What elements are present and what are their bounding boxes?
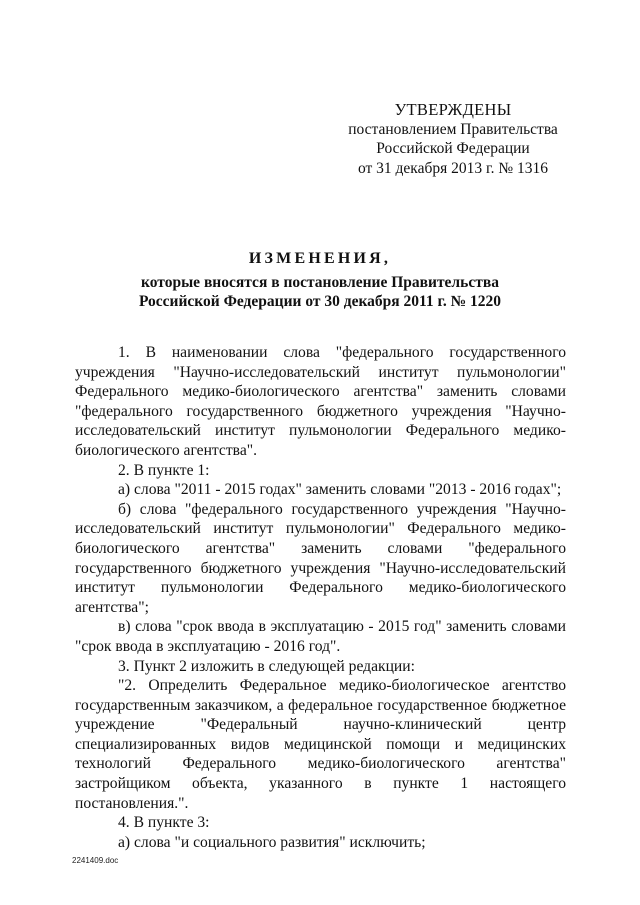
paragraph-2b: б) слова "федерального государственного учреждения "Научно-исследовательский институт пульмонологии" Федерального медико-биологического агентства" заменить словами "федерального государственного бюджетного учреждения "Научно-исследовательский институт пульмонологии Федерального медико-биологического агентства";: [75, 500, 566, 616]
document-title: ИЗМЕНЕНИЯ,: [248, 250, 392, 267]
approval-heading: УТВЕРЖДЕНЫ: [394, 100, 512, 119]
paragraph-3-quote: "2. Определить Федеральное медико-биологическое агентство государственным заказчиком, а федеральное государственное бюджетное учреждение "Федеральный научно-клинический центр специализированных видов медицинской помощи и медицинских технологий Федерального медико-биологического агентства" застройщиком объекта, указанного в пункте 1 настоящего постановления.".: [75, 677, 566, 812]
file-name-footer: 2241409.doc: [72, 856, 119, 865]
document-subtitle: [60, 273, 580, 311]
approval-block: [340, 100, 566, 178]
approval-line-2: Российской Федерации: [376, 140, 530, 157]
subtitle-line-1: которые вносятся в постановление Правительства: [141, 274, 499, 291]
paragraph-4a: а) слова "и социального развития" исключить;: [118, 833, 426, 851]
paragraph-3: 3. Пункт 2 изложить в следующей редакции:: [118, 657, 415, 675]
paragraph-2c: в) слова "срок ввода в эксплуатацию - 2015 год" заменить словами "срок ввода в эксплуатацию - 2016 год".: [75, 618, 566, 655]
paragraph-2: 2. В пункте 1:: [118, 461, 210, 479]
document-body: [75, 343, 566, 852]
paragraph-4: 4. В пункте 3:: [118, 814, 210, 832]
approval-line-1: постановлением Правительства: [348, 120, 558, 138]
approval-line-3: от 31 декабря 2013 г. № 1316: [357, 159, 549, 177]
paragraph-1: 1. В наименовании слова "федерального государственного учреждения "Научно-исследовательский институт пульмонологии" Федерального медико-биологического агентства" заменить словами "федерального государственного бюджетного учреждения "Научно-исследовательский институт пульмонологии Федерального медико-биологического агентства".: [75, 344, 566, 459]
subtitle-line-2: Российской Федерации от 30 декабря 2011 г. № 1220: [138, 293, 502, 310]
paragraph-2a: а) слова "2011 - 2015 годах" заменить словами "2013 - 2016 годах";: [118, 481, 562, 499]
